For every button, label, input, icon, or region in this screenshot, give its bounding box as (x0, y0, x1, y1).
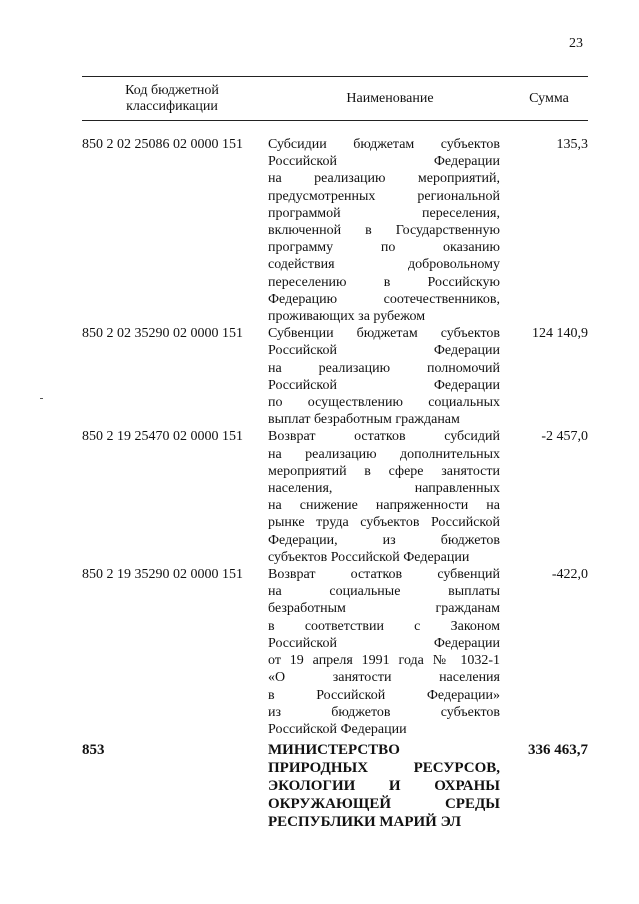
budget-code: 853 (82, 742, 105, 759)
header-sum: Сумма (529, 90, 569, 106)
item-sum: -422,0 (551, 567, 588, 583)
header-code: Код бюджетной классификации (125, 82, 219, 114)
page-number: 23 (569, 36, 583, 51)
table-row (82, 566, 588, 738)
item-name-line: по осуществлению социальных (268, 395, 500, 411)
item-name-line: из бюджетов субъектов (268, 704, 500, 720)
item-name-line: РЕСПУБЛИКИ МАРИЙ ЭЛ (268, 814, 462, 831)
item-name-line: программу по оказанию (268, 240, 500, 256)
item-name-line: Федерации, из бюджетов (268, 532, 500, 548)
item-name-line: «О занятости населения (268, 670, 500, 686)
item-name-line: Федерацию соотечественников, (268, 291, 500, 307)
table-row (82, 741, 588, 831)
item-name-line: предусмотренных региональной (268, 188, 500, 204)
table-body (82, 136, 588, 831)
item-sum: 124 140,9 (532, 326, 588, 342)
item-name-line: Субвенции бюджетам субъектов (268, 326, 500, 342)
item-name-line: на снижение напряженности на (268, 498, 500, 514)
item-name-line: выплат безработным гражданам (268, 412, 460, 428)
table-row (82, 325, 588, 428)
item-sum: 336 463,7 (528, 742, 588, 759)
item-name-line: безработным гражданам (268, 601, 500, 617)
budget-code: 850 2 19 35290 02 0000 151 (82, 567, 243, 583)
table-header (82, 76, 588, 121)
item-name-line: на реализацию мероприятий, (268, 171, 500, 187)
item-name-line: Возврат остатков субсидий (268, 429, 500, 445)
item-name-line: субъектов Российской Федерации (268, 549, 470, 565)
item-name-line: в Российской Федерации» (268, 687, 500, 703)
item-name-line: ОКРУЖАЮЩЕЙ СРЕДЫ (268, 796, 500, 813)
item-sum: 135,3 (556, 137, 588, 152)
item-name-line: содействия добровольному (268, 257, 500, 273)
budget-code: 850 2 02 25086 02 0000 151 (82, 137, 243, 152)
budget-code: 850 2 19 25470 02 0000 151 (82, 429, 243, 445)
table-row (82, 136, 588, 325)
table-row (82, 428, 588, 566)
item-name-line: мероприятий в сфере занятости (268, 463, 500, 479)
item-name-line: населения, направленных (268, 481, 500, 497)
item-sum: -2 457,0 (541, 429, 588, 445)
item-name (268, 741, 500, 831)
item-name (268, 428, 500, 566)
item-name-line: Российской Федерации (268, 721, 407, 737)
item-name-line: Российской Федерации (268, 154, 500, 170)
item-name-line: Российской Федерации (268, 635, 500, 651)
item-name-line: на социальные выплаты (268, 584, 500, 600)
header-name: Наименование (346, 90, 434, 106)
item-name-line: Российской Федерации (268, 343, 500, 359)
margin-mark (40, 398, 43, 399)
item-name-line: включенной в Государственную (268, 223, 500, 239)
item-name-line: Российской Федерации (268, 377, 500, 393)
item-name (268, 566, 500, 738)
item-name-line: в соответствии с Законом (268, 618, 500, 634)
item-name-line: рынке труда субъектов Российской (268, 515, 500, 531)
item-name-line: на реализацию дополнительных (268, 446, 500, 462)
item-name-line: на реализацию полномочий (268, 360, 500, 376)
item-name-line: МИНИСТЕРСТВО (268, 742, 400, 759)
item-name-line: ПРИРОДНЫХ РЕСУРСОВ, (268, 760, 500, 777)
budget-code: 850 2 02 35290 02 0000 151 (82, 326, 243, 342)
item-name-line: проживающих за рубежом (268, 309, 426, 325)
budget-table (82, 76, 588, 831)
item-name-line: Возврат остатков субвенций (268, 567, 500, 583)
item-name-line: программой переселения, (268, 205, 500, 221)
item-name (268, 136, 500, 325)
item-name-line: от 19 апреля 1991 года № 1032-1 (268, 653, 500, 669)
item-name-line: ЭКОЛОГИИ И ОХРАНЫ (268, 778, 500, 795)
item-name-line: переселению в Российскую (268, 274, 500, 290)
item-name-line: Субсидии бюджетам субъектов (268, 137, 500, 152)
item-name (268, 325, 500, 428)
